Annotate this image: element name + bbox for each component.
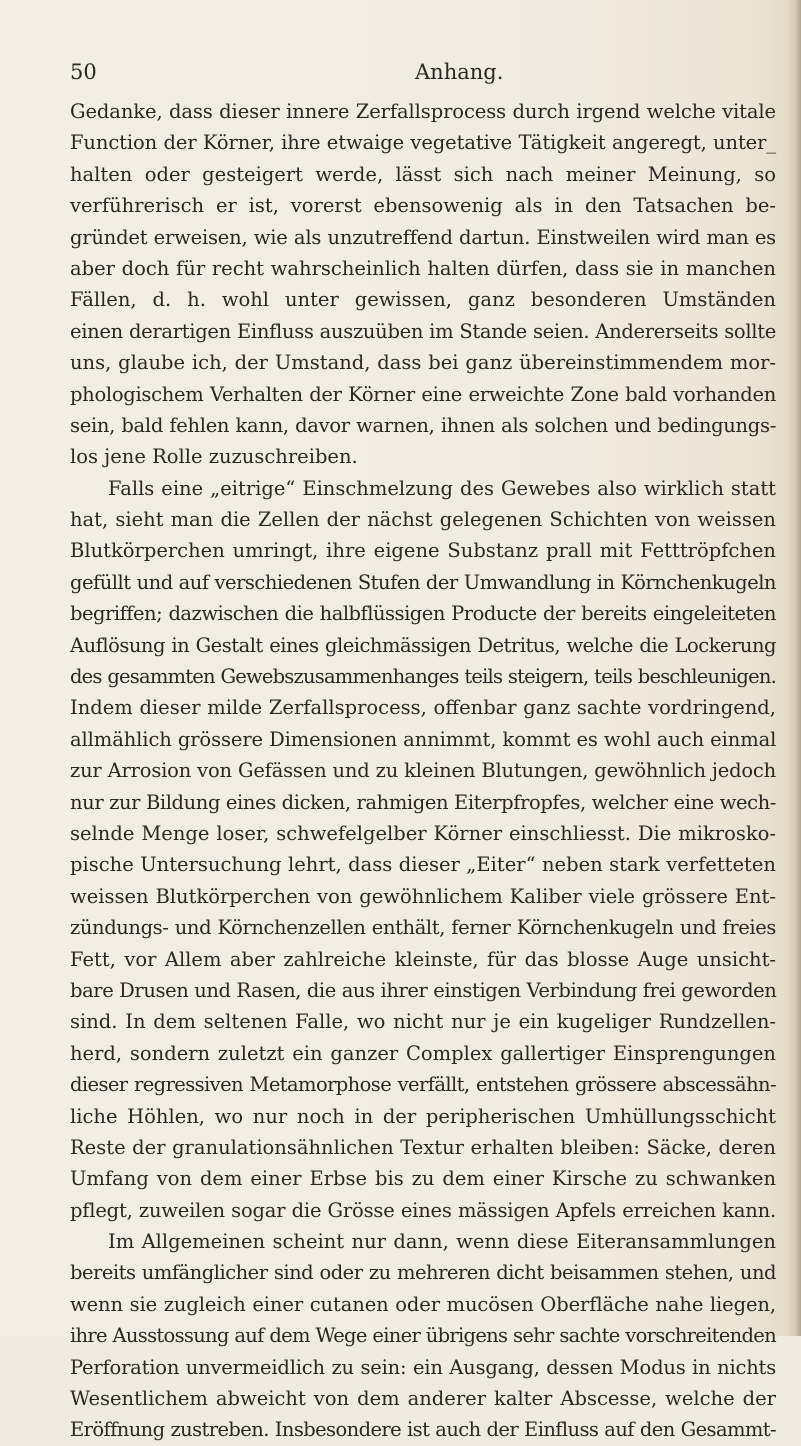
text-line: phologischem Verhalten der Körner eine erweichte Zone bald vorhanden: [70, 382, 776, 406]
text-line: Eröffnung zustreben. Insbesondere ist auch der Einfluss auf den Gesammt-: [70, 1418, 776, 1442]
text-line: gründet erweisen, wie als unzutreffend dartun. Einstweilen wird man es: [70, 225, 776, 249]
text-line: verführerisch er ist, vorerst ebensowenig als in den Tatsachen be-: [70, 194, 776, 218]
text-line: gefüllt und auf verschiedenen Stufen der Umwandlung in Körnchenkugeln: [70, 570, 776, 594]
text-line: pflegt, zuweilen sogar die Grösse eines mässigen Apfels erreichen kann.: [70, 1198, 776, 1222]
paragraph-start-line: Falls eine „eitrige“ Einschmelzung des Gewebes also wirklich statt: [108, 476, 776, 500]
text-line: selnde Menge loser, schwefelgelber Körner einschliesst. Die mikrosko-: [70, 821, 776, 845]
text-line: dieser regressiven Metamorphose verfällt, entstehen grössere abscessähn-: [70, 1073, 776, 1097]
paragraph-end-line: los jene Rolle zuzuschreiben.: [70, 445, 358, 469]
text-line: einen derartigen Einfluss auszuüben im Stande seien. Andererseits sollte: [70, 319, 776, 343]
text-line: Indem dieser milde Zerfallsprocess, offenbar ganz sachte vordringend,: [70, 696, 776, 720]
text-line: begriffen; dazwischen die halbflüssigen Producte der bereits eingeleiteten: [70, 602, 776, 626]
text-line: zündungs- und Körnchenzellen enthält, ferner Körnchenkugeln und freies: [70, 916, 776, 940]
page-edge-shadow: [787, 0, 801, 1336]
text-line: wenn sie zugleich einer cutanen oder mucösen Oberfläche nahe liegen,: [70, 1292, 776, 1316]
running-head: [70, 55, 760, 89]
text-line: aber doch für recht wahrscheinlich halten dürfen, dass sie in manchen: [70, 256, 776, 280]
running-title: Anhang.: [415, 60, 504, 84]
text-line: nur zur Bildung eines dicken, rahmigen Eiterpfropfes, welcher eine wech-: [70, 790, 776, 814]
text-line: ihre Ausstossung auf dem Wege einer übrigens sehr sachte vorschreitenden: [70, 1324, 776, 1348]
text-line: uns, glaube ich, der Umstand, dass bei ganz übereinstimmendem mor-: [70, 351, 776, 375]
text-line: bereits umfänglicher sind oder zu mehreren dicht beisammen stehen, und: [70, 1261, 776, 1285]
text-line: Reste der granulationsähnlichen Textur erhalten bleiben: Säcke, deren: [70, 1135, 776, 1159]
text-line: Fett, vor Allem aber zahlreiche kleinste, für das blosse Auge unsicht-: [70, 947, 776, 971]
text-line: Auflösung in Gestalt eines gleichmässigen Detritus, welche die Lockerung: [70, 633, 776, 657]
text-line: Function der Körner, ihre etwaige vegetative Tätigkeit angeregt, unter_: [70, 131, 776, 155]
paragraph-start-line: Im Allgemeinen scheint nur dann, wenn diese Eiteransammlungen: [108, 1230, 776, 1254]
text-line: hat, sieht man die Zellen der nächst gelegenen Schichten von weissen: [70, 508, 776, 532]
text-line: Wesentlichem abweicht von dem anderer kalter Abscesse, welche der: [70, 1387, 776, 1411]
text-line: bare Drusen und Rasen, die aus ihrer einstigen Verbindung frei geworden: [70, 978, 777, 1002]
text-line: allmählich grössere Dimensionen annimmt, kommt es wohl auch einmal: [70, 727, 777, 751]
text-line: sind. In dem seltenen Falle, wo nicht nur je ein kugeliger Rundzellen-: [70, 1010, 776, 1034]
text-line: weissen Blutkörperchen von gewöhnlichem Kaliber viele grössere Ent-: [70, 884, 776, 908]
text-line: Umfang von dem einer Erbse bis zu dem einer Kirsche zu schwanken: [70, 1167, 776, 1191]
text-line: Fällen, d. h. wohl unter gewissen, ganz besonderen Umständen: [70, 288, 776, 312]
page-number: 50: [70, 60, 97, 84]
text-line: des gesammten Gewebszusammenhanges teils steigern, teils beschleunigen.: [70, 665, 776, 689]
text-line: liche Höhlen, wo nur noch in der peripherischen Umhüllungsschicht: [70, 1104, 776, 1128]
text-line: zur Arrosion von Gefässen und zu kleinen Blutungen, gewöhnlich jedoch: [70, 759, 776, 783]
text-line: Gedanke, dass dieser innere Zerfallsprocess durch irgend welche vitale: [70, 100, 776, 123]
body-text: [70, 96, 776, 1446]
text-line: halten oder gesteigert werde, lässt sich nach meiner Meinung, so: [70, 162, 776, 186]
text-line: pische Untersuchung lehrt, dass dieser „Eiter“ neben stark verfetteten: [70, 853, 776, 877]
text-line: herd, sondern zuletzt ein ganzer Complex gallertiger Einsprengungen: [70, 1041, 776, 1065]
text-line: Blutkörperchen umringt, ihre eigene Substanz prall mit Fetttröpfchen: [70, 539, 776, 563]
text-line: sein, bald fehlen kann, davor warnen, ihnen als solchen und bedingungs-: [70, 413, 776, 437]
text-line: Perforation unvermeidlich zu sein: ein Ausgang, dessen Modus in nichts: [70, 1355, 776, 1379]
